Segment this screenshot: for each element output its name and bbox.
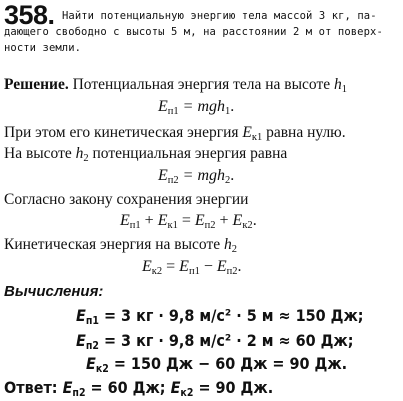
solution-label: Решение. — [4, 76, 69, 93]
height-h1-sub: 1 — [341, 84, 347, 95]
formula-conservation: $E_{п1} + E_{к1} = E_{п2} + E_{к2}$. — [120, 212, 257, 231]
calc-row-3: $E_{к2} = 150$ Дж − 60 Дж = 90 Дж. — [86, 354, 348, 375]
calc-row-2: $E_{п2} = 3$ кг · 9,8 м/с² · 2 м ≈ 60 Дж; — [76, 331, 354, 352]
answer-line: Ответ: $E_{п2} = 60$ Дж; $E_{к2} = 90$ Дж. — [4, 378, 274, 399]
calc-row-1: $E_{п1} = 3$ кг · 9,8 м/с² · 5 м ≈ 150 Дж; — [76, 306, 364, 327]
kinetic-at-h2-line: Кинетическая энергия на высоте $h_2$ — [4, 236, 237, 255]
height-h1: h — [334, 76, 342, 93]
statement-line-1: Найти потенциальную энергию тела массой 3 кг, па- — [62, 10, 377, 22]
formula-kinetic-2: $E_{к2} = E_{п1} - E_{п2}$. — [142, 258, 242, 277]
statement-line-3: ности земли. — [4, 42, 82, 54]
calculations-label: Вычисления: — [4, 283, 104, 300]
conservation-line: Согласно закону сохранения энергии — [4, 191, 249, 208]
solution-intro-line — [4, 76, 347, 95]
problem-number: 358. — [4, 0, 55, 30]
kinetic-energy-line: При этом его кинетическая энергия $E_{к1}$ равна нулю. — [4, 124, 346, 143]
formula-potential-2: $E_{п2} = mgh_2$. — [158, 167, 235, 186]
height-h2-line: На высоте $h_2$ потенциальная энергия равна — [4, 145, 288, 164]
statement-line-2: дающего свободно с высоты 5 м, на расстоянии 2 м от поверх- — [4, 26, 383, 38]
answer-label: Ответ: — [4, 378, 58, 397]
formula-potential-1: $E_{п1} = mgh_1$. — [158, 98, 235, 117]
solution-intro-text: Потенциальная энергия тела на высоте — [68, 76, 334, 93]
